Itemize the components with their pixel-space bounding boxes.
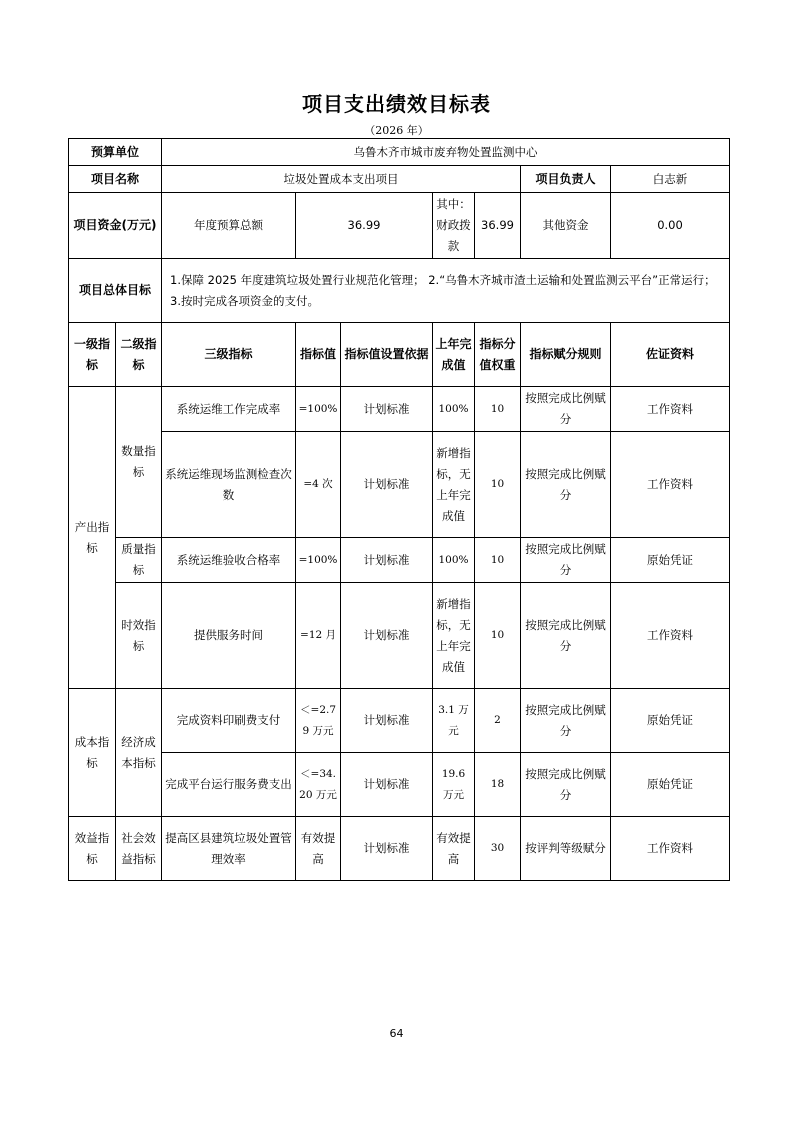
fiscal-value: 36.99 (475, 193, 521, 259)
indicator-basis: 计划标准 (341, 583, 433, 689)
project-leader-label: 项目负责人 (521, 166, 611, 193)
table-row (69, 689, 730, 753)
indicator-value: =12 月 (296, 583, 341, 689)
header-row (69, 323, 730, 387)
indicator-last-year: 有效提高 (433, 817, 475, 881)
indicator-last-year: 19.6 万元 (433, 753, 475, 817)
indicator-rule: 按照完成比例赋分 (521, 583, 611, 689)
other-funds-label: 其他资金 (521, 193, 611, 259)
indicator-evidence: 工作资料 (611, 432, 730, 538)
other-funds-value: 0.00 (611, 193, 730, 259)
indicator-rule: 按照完成比例赋分 (521, 538, 611, 583)
project-name-label: 项目名称 (69, 166, 162, 193)
indicator-evidence: 原始凭证 (611, 753, 730, 817)
indicator-rule: 按照完成比例赋分 (521, 387, 611, 432)
indicator-basis: 计划标准 (341, 817, 433, 881)
indicator-value: ＜=2.79 万元 (296, 689, 341, 753)
header-value: 指标值 (296, 323, 341, 387)
page-title: 项目支出绩效目标表 (302, 92, 491, 116)
group-economic-cost: 经济成本指标 (116, 689, 162, 817)
project-name-row (69, 166, 730, 193)
indicator-basis: 计划标准 (341, 432, 433, 538)
group-timeliness: 时效指标 (116, 583, 162, 689)
indicator-name: 提高区县建筑垃圾处置管理效率 (162, 817, 296, 881)
indicator-name: 系统运维验收合格率 (162, 538, 296, 583)
project-name-value: 垃圾处置成本支出项目 (162, 166, 521, 193)
indicator-last-year: 新增指标，无上年完成值 (433, 583, 475, 689)
goal-row (69, 259, 730, 323)
indicator-last-year: 3.1 万元 (433, 689, 475, 753)
group-output: 产出指标 (69, 387, 116, 689)
indicator-evidence: 原始凭证 (611, 538, 730, 583)
indicator-evidence: 工作资料 (611, 387, 730, 432)
indicator-name: 完成资料印刷费支付 (162, 689, 296, 753)
annual-budget-label: 年度预算总额 (162, 193, 296, 259)
indicator-last-year: 100% (433, 387, 475, 432)
goal-label: 项目总体目标 (69, 259, 162, 323)
year-subtitle: （2026 年） (364, 124, 429, 137)
group-quantity: 数量指标 (116, 387, 162, 538)
indicator-value: =4 次 (296, 432, 341, 538)
indicator-rule: 按照完成比例赋分 (521, 753, 611, 817)
funds-label: 项目资金(万元) (69, 193, 162, 259)
header-last-year: 上年完成值 (433, 323, 475, 387)
indicator-evidence: 原始凭证 (611, 689, 730, 753)
performance-table (68, 138, 730, 881)
indicator-weight: 10 (475, 432, 521, 538)
indicator-value: ＜=34.20 万元 (296, 753, 341, 817)
group-quality: 质量指标 (116, 538, 162, 583)
table-row (69, 753, 730, 817)
indicator-weight: 18 (475, 753, 521, 817)
indicator-value: =100% (296, 538, 341, 583)
group-social-benefit: 社会效益指标 (116, 817, 162, 881)
table-row (69, 583, 730, 689)
indicator-last-year: 100% (433, 538, 475, 583)
indicator-last-year: 新增指标，无上年完成值 (433, 432, 475, 538)
header-level1: 一级指标 (69, 323, 116, 387)
indicator-basis: 计划标准 (341, 387, 433, 432)
header-level3: 三级指标 (162, 323, 296, 387)
indicator-evidence: 工作资料 (611, 583, 730, 689)
indicator-value: 有效提高 (296, 817, 341, 881)
header-rule: 指标赋分规则 (521, 323, 611, 387)
budget-unit-value: 乌鲁木齐市城市废弃物处置监测中心 (162, 139, 730, 166)
indicator-weight: 10 (475, 538, 521, 583)
indicator-basis: 计划标准 (341, 538, 433, 583)
group-benefit: 效益指标 (69, 817, 116, 881)
budget-unit-label: 预算单位 (69, 139, 162, 166)
indicator-rule: 按评判等级赋分 (521, 817, 611, 881)
goal-value: 1.保障 2025 年度建筑垃圾处置行业规范化管理； 2.“乌鲁木齐城市渣土运输和处置监测云平台”正常运行； 3.按时完成各项资金的支付。 (162, 259, 730, 323)
project-leader-value: 白志新 (611, 166, 730, 193)
table-row (69, 817, 730, 881)
indicator-weight: 2 (475, 689, 521, 753)
indicator-weight: 10 (475, 387, 521, 432)
page-number: 64 (389, 1027, 404, 1040)
indicator-name: 提供服务时间 (162, 583, 296, 689)
indicator-rule: 按照完成比例赋分 (521, 689, 611, 753)
header-evidence: 佐证资料 (611, 323, 730, 387)
group-cost: 成本指标 (69, 689, 116, 817)
indicator-value: =100% (296, 387, 341, 432)
indicator-weight: 30 (475, 817, 521, 881)
header-level2: 二级指标 (116, 323, 162, 387)
indicator-rule: 按照完成比例赋分 (521, 432, 611, 538)
table-row (69, 538, 730, 583)
indicator-name: 完成平台运行服务费支出 (162, 753, 296, 817)
table-row (69, 387, 730, 432)
header-basis: 指标值设置依据 (341, 323, 433, 387)
table-row (69, 432, 730, 538)
annual-budget-value: 36.99 (296, 193, 433, 259)
indicator-evidence: 工作资料 (611, 817, 730, 881)
budget-unit-row (69, 139, 730, 166)
indicator-weight: 10 (475, 583, 521, 689)
header-weight: 指标分值权重 (475, 323, 521, 387)
fiscal-label: 其中：财政拨款 (433, 193, 475, 259)
indicator-name: 系统运维工作完成率 (162, 387, 296, 432)
funds-row (69, 193, 730, 259)
indicator-name: 系统运维现场监测检查次数 (162, 432, 296, 538)
indicator-basis: 计划标准 (341, 753, 433, 817)
indicator-basis: 计划标准 (341, 689, 433, 753)
